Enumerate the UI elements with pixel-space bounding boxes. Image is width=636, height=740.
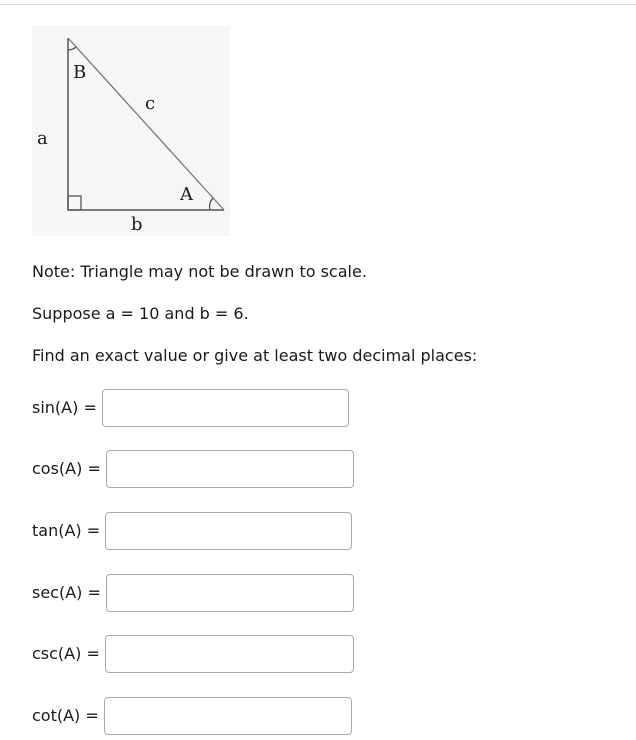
right-angle-marker — [68, 196, 81, 210]
side-c-line — [68, 38, 224, 210]
cos-label: cos(A) = — [32, 459, 101, 478]
triangle-figure — [32, 26, 230, 236]
angle-a-arc — [210, 198, 213, 210]
csc-input[interactable] — [105, 635, 354, 673]
sin-input[interactable] — [102, 389, 349, 427]
given-values: Suppose a = 10 and b = 6. — [32, 304, 249, 323]
scale-note: Note: Triangle may not be drawn to scale. — [32, 262, 367, 281]
angle-b-arc — [68, 47, 76, 50]
cos-row — [32, 450, 354, 488]
csc-row — [32, 635, 354, 673]
tan-label: tan(A) = — [32, 521, 101, 540]
sin-label: sin(A) = — [32, 398, 97, 417]
triangle-diagram — [32, 26, 230, 236]
tan-input[interactable] — [105, 512, 352, 550]
top-divider — [0, 4, 636, 5]
cot-label: cot(A) = — [32, 706, 99, 725]
cot-input[interactable] — [104, 697, 352, 735]
side-b-label: b — [131, 214, 143, 235]
side-c-label: c — [145, 93, 156, 114]
instruction-text: Find an exact value or give at least two decimal places: — [32, 346, 478, 365]
sec-row — [32, 574, 354, 612]
cos-input[interactable] — [106, 450, 354, 488]
sin-row — [32, 389, 349, 427]
vertex-b-label: B — [73, 62, 87, 83]
vertex-a-label: A — [180, 184, 193, 205]
tan-row — [32, 512, 352, 550]
cot-row — [32, 697, 352, 735]
csc-label: csc(A) = — [32, 644, 100, 663]
sec-label: sec(A) = — [32, 583, 101, 602]
side-a-label: a — [37, 128, 48, 149]
sec-input[interactable] — [106, 574, 354, 612]
